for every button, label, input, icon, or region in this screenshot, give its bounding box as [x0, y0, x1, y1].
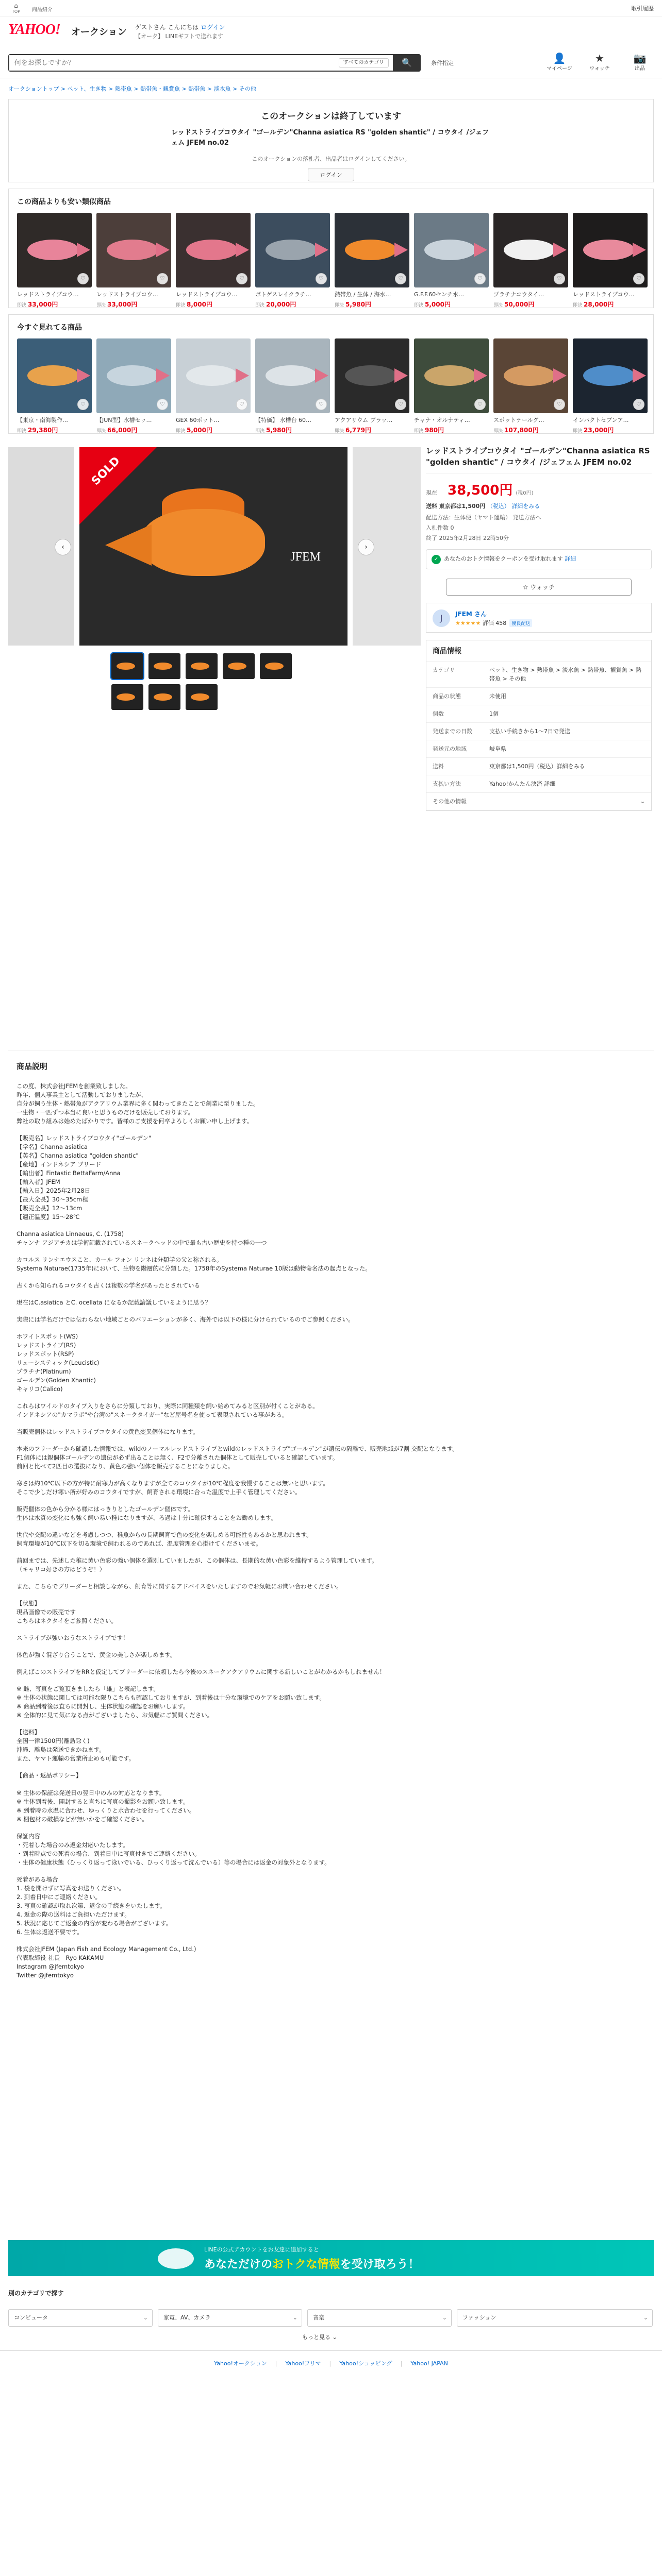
- end-time: 終了 2025年2月28日 22時50分: [426, 535, 509, 541]
- shipping-detail-link[interactable]: （税込） 詳細をみる: [487, 503, 540, 510]
- home-icon: ⌂: [14, 2, 18, 9]
- search-input[interactable]: [9, 55, 319, 71]
- product-info-value: Yahoo!かんたん決済 詳細: [489, 781, 556, 787]
- product-info-row: [426, 688, 651, 705]
- footer-separator: |: [275, 2360, 277, 2367]
- product-info-key: 商品の状態: [433, 693, 461, 700]
- login-link[interactable]: ログイン: [201, 24, 225, 31]
- category-heading: 別のカテゴリで探す: [8, 2290, 64, 2297]
- product-thumb-subject: [424, 240, 476, 260]
- product-info-heading: 商品情報: [426, 640, 651, 662]
- shipping-value: 東京都は1,500円: [439, 503, 486, 510]
- footer-separator: |: [329, 2360, 332, 2367]
- seller-name[interactable]: JFEM さん: [455, 611, 487, 618]
- description-paragraph: 現在はC.asiatica とC. ocellata になるか記載論議しているように思う？: [16, 1299, 211, 1306]
- product-image[interactable]: [96, 338, 171, 413]
- product-info-key: 支払い方法: [433, 781, 461, 787]
- search-icon: 🔍: [402, 58, 412, 67]
- heart-icon[interactable]: ♡: [554, 273, 565, 284]
- product-info-row: [426, 662, 651, 688]
- main-item-image[interactable]: [79, 447, 347, 646]
- product-price: 即決 980円: [414, 427, 444, 434]
- footer: [0, 2350, 662, 2392]
- heart-icon[interactable]: ♡: [77, 399, 89, 410]
- product-image[interactable]: [573, 213, 648, 287]
- thumbnail[interactable]: [223, 653, 255, 679]
- thumbnail[interactable]: [111, 653, 143, 679]
- product-card[interactable]: [335, 338, 409, 434]
- description-paragraph: ストライプが強いおうなストライプです！: [16, 1634, 129, 1641]
- product-title[interactable]: レッドストライプコウ…: [17, 291, 79, 298]
- product-thumb-subject: [583, 240, 635, 260]
- product-card[interactable]: [573, 213, 648, 309]
- product-price: 即決 5,980円: [255, 427, 292, 434]
- product-info-key: その他の情報: [433, 798, 467, 805]
- product-price: 即決 107,800円: [493, 427, 539, 434]
- heart-icon[interactable]: ♡: [316, 273, 327, 284]
- heart-icon[interactable]: ♡: [633, 273, 644, 284]
- similar-heading: この商品よりも安い類似商品: [17, 198, 111, 206]
- thumbnail[interactable]: [111, 684, 143, 710]
- description-paragraph: 本来のフリーダーから確認した情報では、wildのノーマルレッドストライプとwildのレッドストライプ"ゴールデン"が遺伝の隔離で、販売地域が7割 交配となります。 F1個体には親個体ゴールデンの遺伝が必ず出ることは無く、F2で分離された個体として販売していると確認しています。 前回と比べて2匹目の選抜になり、黄色の強い個体を販売することになりました。: [16, 1445, 458, 1470]
- ended-heading: このオークションは終了しています: [261, 111, 401, 122]
- product-info-row: [426, 793, 651, 810]
- product-title[interactable]: 【JUN型】水槽セッ…: [96, 417, 152, 423]
- product-info-key: 送料: [433, 763, 444, 770]
- product-title[interactable]: インパクトセブンア…: [573, 417, 629, 423]
- product-card[interactable]: [17, 338, 92, 434]
- heart-icon[interactable]: ♡: [157, 399, 168, 410]
- product-thumb-subject: [504, 240, 555, 260]
- product-price: 即決 33,000円: [17, 301, 58, 308]
- footer-link[interactable]: Yahoo!オークション: [214, 2360, 267, 2367]
- product-image[interactable]: [414, 213, 489, 287]
- thumbnail[interactable]: [186, 684, 218, 710]
- product-image[interactable]: [335, 338, 409, 413]
- product-thumb-subject: [345, 240, 396, 260]
- description-paragraph: 販売個体の色から分かる様にはっきりとしたゴールデン個体です。 生体は水質の変化にも強く飼い易い種になりますが、ろ過は十分に確保することをお勧めします。: [16, 1505, 277, 1521]
- bid-count: 入札件数 0: [426, 524, 454, 531]
- ended-item-title: レッドストライプコウタイ "ゴールデン"Channa asiatica RS "golden shantic" / コウタイ /ジェフェム JFEM no.02: [171, 129, 489, 147]
- description-paragraph: 死着がある場合 1. 袋を開けずに写真をお送りください。 2. 到着日中にご連絡ください。 3. 写真の確認が取れ次第、返金の手続きをいたします。 4. 返金の際の送料はご負担いただけます。 5. 状況に応じてご返金の内容が変わる場合がございます。 6. 生体は返送不要です。: [16, 1876, 172, 1936]
- chevron-down-icon: ⌄: [143, 2314, 148, 2321]
- product-card[interactable]: [414, 213, 489, 309]
- item-description: [8, 1050, 654, 2240]
- product-info-key: カテゴリ: [433, 667, 455, 673]
- description-paragraph: また、こちらでブリーダーと相談しながら、飼育等に関するアドバイスをいたしますのでお気軽にお問い合わせください。: [16, 1583, 342, 1590]
- description-paragraph: 世代や交配の違いなどを考慮しつつ、稚魚からの長期飼育で色の変化を楽しめる可能性もあるかと思われます。 飼育環境が10℃以下を切る環境で飼われるのであれば、温度管理を心掛けてくださいませ。: [16, 1531, 312, 1547]
- thumbnail-grid: [111, 653, 328, 715]
- trending-heading: 今すぐ見れてる商品: [17, 324, 82, 332]
- product-info-value: ペット、生き物 > 熱帯魚 > 淡水魚 > 熱帯魚、観賞魚 > 熱帯魚 > その他: [489, 667, 641, 682]
- product-title[interactable]: GEX 60ポット…: [176, 417, 220, 423]
- star-icon: ★: [595, 52, 604, 64]
- product-title[interactable]: G.F.F.60センチ水…: [414, 291, 465, 298]
- product-card[interactable]: [255, 213, 330, 309]
- description-paragraph: 株式会社JFEM (Japan Fish and Ecology Management Co., Ltd.) 代表取締役 社長 Ryo KAKAMU Instagram @jfemtokyo Twitter @jfemtokyo: [16, 1945, 196, 1979]
- product-card[interactable]: [96, 213, 171, 309]
- trending-items-section: [8, 314, 654, 434]
- banner-big-text: あなただけのおトクな情報を受け取ろう！: [204, 2258, 420, 2271]
- product-info-table: [426, 640, 652, 811]
- product-thumb-subject: [107, 240, 158, 260]
- search-bar: [0, 46, 662, 78]
- banner-small-text: LINEの公式アカウントをお友達に追加すると: [204, 2246, 319, 2253]
- product-title[interactable]: 【東京・南海製作…: [17, 417, 68, 423]
- category-select[interactable]: 音楽 ⌄: [307, 2309, 452, 2327]
- item-title: レッドストライプコウタイ "ゴールデン"Channa asiatica RS "golden shantic" / コウタイ /ジェフェム JFEM no.02: [426, 446, 650, 467]
- price-tax: (税0円): [516, 490, 534, 496]
- category-select[interactable]: 家電、AV、カメラ ⌄: [158, 2309, 302, 2327]
- product-price: 即決 5,000円: [414, 301, 451, 308]
- product-price: 即決 5,980円: [335, 301, 371, 308]
- product-thumb-subject: [186, 365, 238, 386]
- description-paragraph: 寒さは約10℃以下の方が特に耐寒力が高くなりますが全てのコウタイが10℃程度を我慢することは無いと思います。 そこで少しだけ寒い所が好みのコウタイですが、飼育される環境に合った温度で上手く管理してください。: [16, 1480, 329, 1496]
- product-info-value: 岐阜県: [489, 745, 506, 752]
- heart-icon[interactable]: ♡: [236, 273, 247, 284]
- product-price: 即決 29,380円: [17, 427, 58, 434]
- product-price: 即決 23,000円: [573, 427, 614, 434]
- product-price: 即決 20,000円: [255, 301, 296, 308]
- fish-body: [141, 509, 265, 576]
- product-info-key: 発送までの日数: [433, 728, 472, 735]
- product-thumb-subject: [504, 365, 555, 386]
- product-image[interactable]: [17, 213, 92, 287]
- chevron-left-icon: ‹: [61, 543, 64, 551]
- description-paragraph: 前回までは、先述した稚に黄い色彩の強い個体を選別していましたが、この個体は、長期的な黄い色彩を維持するよう管理しています。 （キャリコ好きの方はどうぞ！）: [16, 1557, 378, 1573]
- description-paragraph: 実際には学名だけでは伝わらない地域ごとのバリエーションが多く、海外では以下の様に分けられているのでご参照ください。: [16, 1316, 354, 1323]
- description-paragraph: 【販売名】レッドストライプコウタイ"ゴールデン" 【学名】Channa asiatica 【英名】Channa asiatica "golden shantic" 【産地】インドネシア ブリード 【輸出者】Fintastic BettaFarm/Anna 【輸入者】JFEM 【輸入日】2025年2月28日 【最大全長】30〜35cm程 【販売全長】12〜13cm 【適正温度】15〜28℃: [16, 1134, 152, 1221]
- product-image[interactable]: [176, 213, 251, 287]
- site-header: [0, 16, 662, 46]
- line-promo-banner[interactable]: [8, 2240, 654, 2276]
- product-card[interactable]: [17, 213, 92, 309]
- product-image[interactable]: [493, 213, 568, 287]
- product-image[interactable]: [493, 338, 568, 413]
- trade-history-link[interactable]: 取引履歴: [631, 5, 654, 12]
- product-info-key: 発送元の地域: [433, 745, 467, 752]
- product-title[interactable]: レッドストライプコウ…: [573, 291, 635, 298]
- product-price: 即決 50,000円: [493, 301, 535, 308]
- search-button[interactable]: [393, 54, 421, 72]
- trending-items-row: [17, 338, 645, 434]
- description-paragraph: Channa asiatica Linnaeus, C. (1758) チャンナ アジアチカは学術記載されているスネークヘッドの中で最も古い歴史を持つ種の一つ: [16, 1230, 267, 1246]
- description-paragraph: 【商品・返品ポリシー】 ※ 生体の保証は発送日の翌日中のみの対応となります。 ※ 生体到着後、開封すると直ちに写真の撮影をお願い致します。 ※ 到着時の水温に合わせ、ゆっくりと水合わせを行ってください。 ※ 梱包材の破損などが無いかをご確認ください。: [16, 1772, 195, 1823]
- product-card[interactable]: [96, 338, 171, 434]
- sell-button[interactable]: 📷 出品: [627, 53, 653, 72]
- product-card[interactable]: [176, 213, 251, 309]
- current-price: 38,500円: [448, 483, 513, 498]
- mascot-icon: [158, 2248, 194, 2269]
- chevron-down-icon: ⌄: [442, 2314, 447, 2321]
- thumbnail[interactable]: [148, 653, 180, 679]
- watch-button[interactable]: ☆ ウォッチ: [446, 579, 632, 596]
- mypage-button[interactable]: 👤 マイページ: [547, 52, 572, 72]
- ended-note: このオークションの落札者、出品者はログインしてください。: [252, 156, 410, 162]
- product-image[interactable]: [255, 213, 330, 287]
- product-title[interactable]: 熱帯魚 / 生体 / 海水…: [335, 291, 391, 298]
- product-image[interactable]: [335, 213, 409, 287]
- camera-icon: 📷: [633, 52, 647, 64]
- product-image[interactable]: [414, 338, 489, 413]
- product-price: 即決 8,000円: [176, 301, 212, 308]
- description-paragraph: 【送料】 全国一律1500円(離島除く) 沖縄、離島は発送できかねます。 また、ヤマト運輸の営業所止めも可能です。: [16, 1728, 135, 1762]
- category-select[interactable]: ファッション ⌄: [457, 2309, 653, 2327]
- seller-rating: ★★★★★ 評価 458 優良配送: [455, 619, 532, 627]
- sold-label: SOLD: [89, 454, 123, 488]
- chevron-down-icon: ⌄: [643, 2314, 648, 2321]
- user-icon: 👤: [553, 52, 566, 64]
- product-info-value: 東京都は1,500円（税込）詳細をみる: [489, 763, 585, 770]
- price-label: 現在: [426, 489, 437, 496]
- similar-items-section: [8, 189, 654, 308]
- product-title[interactable]: ボトゲスレイクラチ…: [255, 291, 311, 298]
- product-price: 即決 33,000円: [96, 301, 138, 308]
- product-title[interactable]: 【特価】 水槽台 60…: [255, 417, 311, 423]
- description-heading: 商品説明: [16, 1062, 48, 1071]
- product-price: 即決 6,779円: [335, 427, 371, 434]
- product-thumb-subject: [345, 365, 396, 386]
- product-card[interactable]: [335, 213, 409, 309]
- product-card[interactable]: [255, 338, 330, 434]
- ended-login-button[interactable]: ログイン: [308, 168, 354, 181]
- product-image[interactable]: [96, 213, 171, 287]
- product-info-row: [426, 775, 651, 793]
- heart-icon[interactable]: ♡: [157, 273, 168, 284]
- description-paragraph: 当販売個体はレッドストライプコウタイの黄色変異個体になります。: [16, 1428, 199, 1435]
- category-search: [8, 2289, 654, 2350]
- heart-icon[interactable]: ♡: [236, 399, 247, 410]
- product-image[interactable]: [176, 338, 251, 413]
- product-info-row: [426, 705, 651, 723]
- chevron-down-icon: ⌄: [292, 2314, 297, 2321]
- description-paragraph: これらはワイルドのタイプ入りをさらに分類しており、実際に同種類を飼い始めてみると区別が付くことがある。 インドネシアの"カマラボ"や台湾の"スネークタイガー"など屋号名を使って表現されている事がある。: [16, 1402, 319, 1418]
- product-title[interactable]: スポットテールグ…: [493, 417, 544, 423]
- rating-stars-icon: ★★★★★: [455, 620, 481, 626]
- product-title[interactable]: レッドストライプコウ…: [176, 291, 238, 298]
- product-image[interactable]: [17, 338, 92, 413]
- footer-link[interactable]: Yahoo!フリマ: [285, 2360, 321, 2367]
- more-categories-link[interactable]: もっと見る ⌄: [302, 2334, 337, 2341]
- coupon-icon: ✓: [432, 555, 441, 564]
- description-paragraph: この度、株式会社JFEMを創業致しました。 昨年、個人事業主として活動しておりましたが、 自分が飼う生体・熱帯魚がアクアリウム業界に多く関わってきたことで創業に至りました。 一生物・一匹ずつ本当に良いと思うものだけを販売しております。 弊社の取り組みは始めたばかりです。皆様のご支援を何卒よろしくお願い申し上げます。: [16, 1082, 259, 1125]
- shipping-method: 配送方法：生体便（ヤマト運輸） 発送方法へ: [426, 514, 541, 521]
- next-image-button[interactable]: [358, 539, 374, 555]
- thumbnail[interactable]: [260, 653, 292, 679]
- product-price: 即決 28,000円: [573, 301, 614, 308]
- item-main: [8, 440, 654, 1050]
- top-bar: [0, 0, 662, 16]
- product-thumb-subject: [27, 240, 79, 260]
- product-info-key: 個数: [433, 710, 444, 717]
- product-info-value: ⌄: [640, 798, 645, 805]
- prev-image-button[interactable]: [55, 539, 71, 555]
- product-title[interactable]: プラチナコウタイ…: [493, 291, 544, 298]
- description-paragraph: 例えばこのストライプをRRと仮定してブリーダーに依頼したら今後のスネークアクアリウムに関する新しいことがわかるかもしれません！: [16, 1668, 386, 1675]
- breadcrumb[interactable]: オークショントップ > ペット、生き物 > 熱帯魚 > 熱帯魚・観賞魚 > 熱帯魚 > 淡水魚 > その他: [8, 86, 256, 92]
- product-info-row: [426, 758, 651, 775]
- product-price: 即決 5,000円: [176, 427, 212, 434]
- product-info-value: 支払い手続きから1〜7日で発送: [489, 728, 570, 735]
- chevron-right-icon: ›: [365, 543, 368, 551]
- product-thumb-subject: [27, 365, 79, 386]
- product-image[interactable]: [573, 338, 648, 413]
- product-info-value: 未使用: [489, 693, 506, 700]
- description-paragraph: 体色が強く混ざり合うことで、黄金の美しさが楽しめます。: [16, 1651, 176, 1658]
- search-box: [8, 54, 421, 72]
- seller-card: [426, 603, 652, 633]
- heart-icon[interactable]: ♡: [554, 399, 565, 410]
- jfem-watermark: JFEM: [290, 550, 321, 564]
- product-info-row: [426, 740, 651, 758]
- home-link[interactable]: ⌂ TOP: [8, 2, 24, 14]
- thumbnail[interactable]: [148, 684, 180, 710]
- product-thumb-subject: [424, 365, 476, 386]
- product-title[interactable]: チャナ・オルナティ…: [414, 417, 470, 423]
- description-paragraph: ホワイトスポット(WS) レッドストライプ(RS) レッドスポット(RSP) リューシスティック(Leucistic) プラチナ(Platinum) ゴールデン(Golden Xhantic) キャリコ(Calico): [16, 1333, 100, 1393]
- product-thumb-subject: [583, 365, 635, 386]
- shipping-label: 送料: [426, 503, 437, 510]
- seller-badge: 優良配送: [509, 619, 532, 627]
- footer-link[interactable]: Yahoo!ショッピング: [339, 2360, 392, 2367]
- heart-icon[interactable]: ♡: [474, 273, 486, 284]
- watchlist-button[interactable]: ★ ウォッチ: [587, 53, 613, 72]
- description-paragraph: 古くから知られるコウタイも古くは複数の学名があったとされている: [16, 1282, 201, 1289]
- similar-items-row: [17, 213, 645, 309]
- product-card[interactable]: [493, 213, 568, 309]
- thumbnail[interactable]: [186, 653, 218, 679]
- heart-icon[interactable]: ♡: [395, 399, 406, 410]
- product-thumb-subject: [186, 240, 238, 260]
- product-image[interactable]: [255, 338, 330, 413]
- product-thumb-subject: [266, 240, 317, 260]
- heart-icon[interactable]: ♡: [77, 273, 89, 284]
- heart-icon[interactable]: ♡: [633, 399, 644, 410]
- description-paragraph: 保証内容 ・死着した場合のみ返金対応いたします。 ・到着時点での死着の場合、到着日中に写真付きでご連絡ください。 ・生体の健康状態（ひっくり返って泳いでいる、ひっくり返って沈んでいる）等の場合には返金の対象外となります。: [16, 1833, 330, 1866]
- top-left-link[interactable]: 商品紹介: [32, 7, 53, 13]
- product-info-value: 1個: [489, 710, 499, 717]
- advanced-search-link[interactable]: 条件指定: [431, 60, 454, 66]
- product-title[interactable]: アクアリウム ブラッ…: [335, 417, 393, 423]
- description-paragraph: ※ 雌、写真をご覧頂きましたら「雄」と表記します。 ※ 生体の状態に関しては可能な限りこちらも確認しておりますが、到着後は十分な環境でのケアをお願い致します。 ※ 商品到着後は直ちに開封し、生体状態の確認をお願いします。 ※ 全体的に見て気になる点がございましたら、お気軽にご質問ください。: [16, 1685, 325, 1719]
- heart-icon[interactable]: ♡: [395, 273, 406, 284]
- seller-avatar[interactable]: J: [433, 609, 450, 627]
- footer-separator: |: [400, 2360, 403, 2367]
- product-card[interactable]: [573, 338, 648, 434]
- item-info-panel: [426, 445, 652, 811]
- product-card[interactable]: [176, 338, 251, 434]
- auction-ended-notice: [8, 99, 654, 182]
- welcome-text: ゲストさん こんにちは ログイン: [135, 24, 225, 31]
- description-paragraph: 【状態】 現品画像での販売です こちらはネクタイをご参照ください。: [16, 1600, 118, 1624]
- price-block: [426, 473, 652, 542]
- coupon-banner[interactable]: ✓ あなたのおトク情報をクーポンを受け取れます 詳細: [426, 549, 652, 569]
- footer-link[interactable]: Yahoo! JAPAN: [410, 2360, 448, 2367]
- coupon-detail-link[interactable]: 詳細: [565, 555, 576, 562]
- heart-icon[interactable]: ♡: [474, 399, 486, 410]
- yahoo-logo[interactable]: YAHOO!: [8, 22, 60, 38]
- product-info-row: [426, 723, 651, 740]
- auction-logo-text[interactable]: オークション: [71, 27, 127, 38]
- header-promo[interactable]: 【オーク】 LINEギフトで送れます: [135, 33, 224, 40]
- product-card[interactable]: [493, 338, 568, 434]
- category-select[interactable]: コンピュータ ⌄: [8, 2309, 153, 2327]
- description-paragraph: カロルス リンナエウスこと、カール フォン リンネは分類学の父と称される。 Systema Naturae(1735年)において、生物を階層的に分類した。1758年のSystema Naturae 10版は動物命名法の起点となった。: [16, 1256, 371, 1272]
- product-title[interactable]: レッドストライプコウ…: [96, 291, 158, 298]
- search-scope-select[interactable]: すべてのカテゴリ: [339, 58, 389, 67]
- product-thumb-subject: [266, 365, 317, 386]
- product-thumb-subject: [107, 365, 158, 386]
- product-card[interactable]: [414, 338, 489, 434]
- heart-icon[interactable]: ♡: [316, 399, 327, 410]
- product-price: 即決 66,000円: [96, 427, 138, 434]
